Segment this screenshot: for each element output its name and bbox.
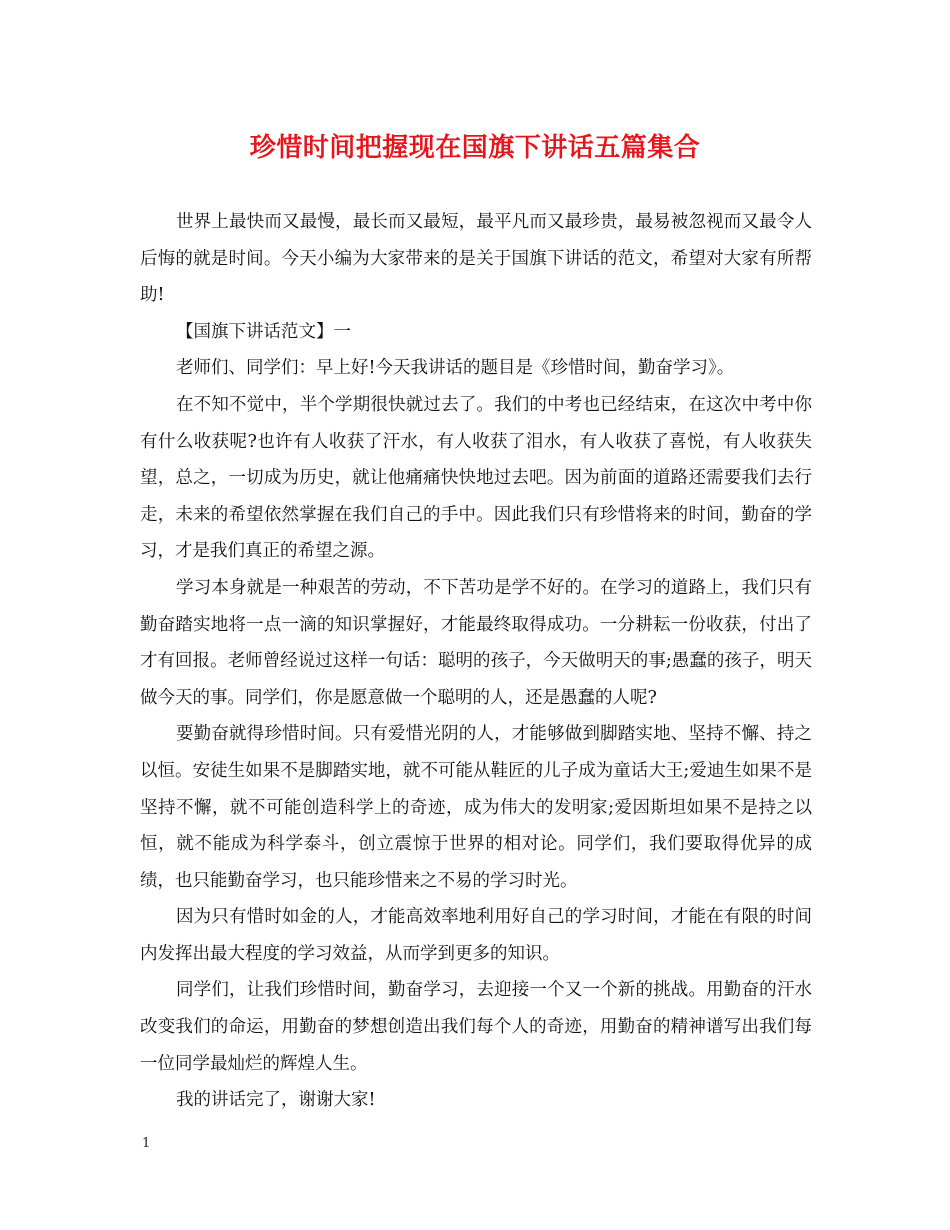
page-number: 1 xyxy=(142,1136,151,1151)
paragraph-intro: 世界上最快而又最慢，最长而又最短，最平凡而又最珍贵，最易被忽视而又最令人后悔的就是时间。今天小编为大家带来的是关于国旗下讲话的范文，希望对大家有所帮助! xyxy=(140,212,812,306)
paragraph-body: 因为只有惜时如金的人，才能高效率地利用好自己的学习时间，才能在有限的时间内发挥出最大程度的学习效益，从而学到更多的知识。 xyxy=(140,907,812,964)
document-body xyxy=(140,204,812,1119)
paragraph-section-heading: 【国旗下讲话范文】一 xyxy=(176,321,351,342)
paragraph-greeting: 老师们、同学们：早上好!今天我讲话的题目是《珍惜时间，勤奋学习》。 xyxy=(176,358,735,379)
paragraph-body: 要勤奋就得珍惜时间。只有爱惜光阴的人，才能够做到脚踏实地、坚持不懈、持之以恒。安徒生如果不是脚踏实地，就不可能从鞋匠的儿子成为童话大王;爱迪生如果不是坚持不懈，就不可能创造科学上的奇迹，成为伟大的发明家;爱因斯坦如果不是持之以恒，就不能成为科学泰斗，创立震惊于世界的相对论。同学们，我们要取得优异的成绩，也只能勤奋学习，也只能珍惜来之不易的学习时光。 xyxy=(140,724,812,891)
document-title: 珍惜时间把握现在国旗下讲话五篇集合 xyxy=(249,133,701,163)
paragraph-body: 学习本身就是一种艰苦的劳动，不下苦功是学不好的。在学习的道路上，我们只有勤奋踏实地将一点一滴的知识掌握好，才能最终取得成功。一分耕耘一份收获，付出了才有回报。老师曾经说过这样一句话：聪明的孩子，今天做明天的事;愚蠢的孩子，明天做今天的事。同学们，你是愿意做一个聪明的人，还是愚蠢的人呢? xyxy=(140,577,812,708)
paragraph-body: 在不知不觉中，半个学期很快就过去了。我们的中考也已经结束，在这次中考中你有什么收获呢?也许有人收获了汗水，有人收获了泪水，有人收获了喜悦，有人收获失望，总之，一切成为历史，就让他痛痛快快地过去吧。因为前面的道路还需要我们去行走，未来的希望依然掌握在我们自己的手中。因此我们只有珍惜将来的时间，勤奋的学习，才是我们真正的希望之源。 xyxy=(140,394,812,562)
paragraph-body: 同学们，让我们珍惜时间，勤奋学习，去迎接一个又一个新的挑战。用勤奋的汗水改变我们的命运，用勤奋的梦想创造出我们每个人的奇迹，用勤奋的精神谱写出我们每一位同学最灿烂的辉煌人生。 xyxy=(140,980,812,1074)
paragraph-closing: 我的讲话完了，谢谢大家! xyxy=(176,1090,376,1111)
